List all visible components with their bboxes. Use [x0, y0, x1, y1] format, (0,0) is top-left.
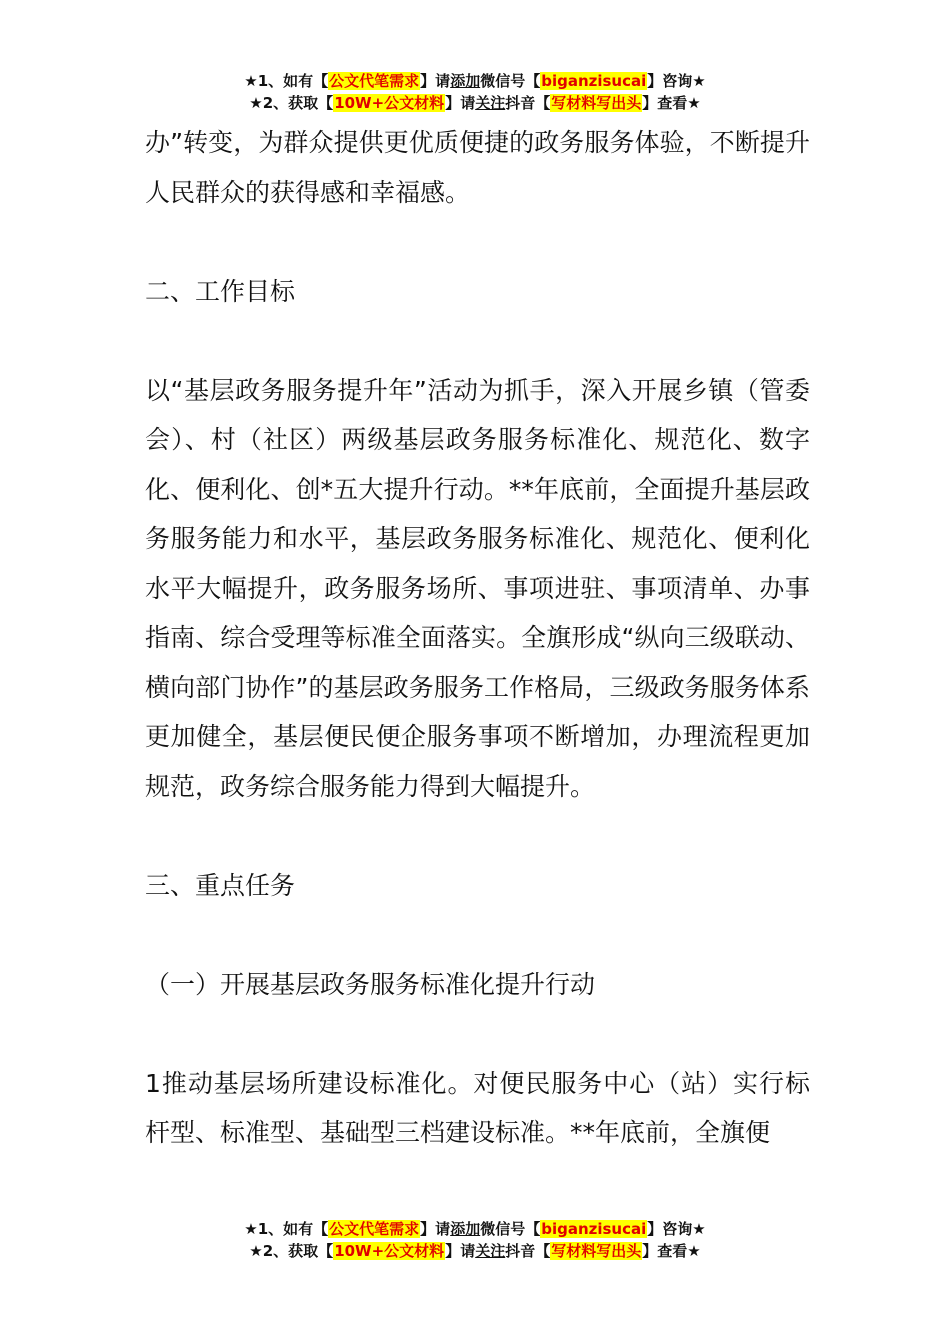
subsection-1-heading: （一）开展基层政务服务标准化提升行动: [145, 969, 596, 999]
section-2-heading: 二、工作目标: [145, 276, 296, 306]
document-body: [145, 118, 810, 1158]
highlight-wechat-id: biganzisucai: [541, 72, 647, 90]
highlight-service: 公文代笔需求: [329, 1220, 420, 1238]
highlight-douyin: 写材料写出头: [551, 94, 642, 112]
highlight-materials: 10W+公文材料: [334, 1242, 445, 1260]
item-1-body: 1推动基层场所建设标准化。对便民服务中心（站）实行标杆型、标准型、基础型三档建设标准。**年底前，全旗便: [145, 1068, 810, 1147]
promo-line-1: ★1、如有【公文代笔需求】请添加微信号【biganzisucai】咨询★: [244, 72, 706, 90]
promo-line-2: ★2、获取【10W+公文材料】请关注抖音【写材料写出头】查看★: [249, 1242, 701, 1260]
promo-banner-top: [0, 70, 950, 114]
intro-continuation: 办”转变，为群众提供更优质便捷的政务服务体验，不断提升人民群众的获得感和幸福感。: [145, 128, 810, 207]
highlight-wechat-id: biganzisucai: [541, 1220, 647, 1238]
section-3-heading: 三、重点任务: [145, 870, 296, 900]
highlight-service: 公文代笔需求: [329, 72, 420, 90]
section-2-body: 以“基层政务服务提升年”活动为抓手，深入开展乡镇（管委会）、村（社区）两级基层政务服务标准化、规范化、数字化、便利化、创*五大提升行动。**年底前，全面提升基层政务服务能力和水平，基层政务服务标准化、规范化、便利化水平大幅提升，政务服务场所、事项进驻、事项清单、办事指南、综合受理等标准全面落实。全旗形成“纵向三级联动、横向部门协作”的基层政务服务工作格局，三级政务服务体系更加健全，基层便民便企服务事项不断增加，办理流程更加规范，政务综合服务能力得到大幅提升。: [145, 375, 810, 801]
highlight-douyin: 写材料写出头: [551, 1242, 642, 1260]
promo-line-2: ★2、获取【10W+公文材料】请关注抖音【写材料写出头】查看★: [249, 94, 701, 112]
promo-line-1: ★1、如有【公文代笔需求】请添加微信号【biganzisucai】咨询★: [244, 1220, 706, 1238]
promo-banner-bottom: [0, 1218, 950, 1262]
highlight-materials: 10W+公文材料: [334, 94, 445, 112]
